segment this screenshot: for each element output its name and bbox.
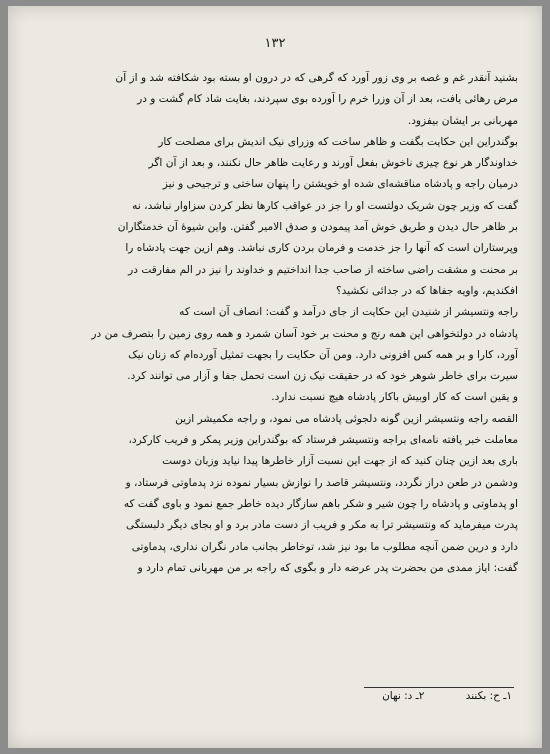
footnote-divider [364,687,514,688]
text-line: مرض رهائی یافت، بعد از آن وزرا خرم را آورده بوی سپردند، بغایت شاد کام گشت و در [137,93,518,106]
text-line: دارد و درین ضمن آنچه مطلوب ما بود نیز شد، توخاطر بجانب مادر نگران نداری، پدماوتی [131,540,518,553]
text-line: خداوندگار هر نوع چیزی ناخوش بفعل آورند و رعایت ظاهر حال نکنند، و بعد از آن اگر [148,157,518,170]
paragraph [34,132,518,302]
text-line: او پدماوتی و پادشاه را چون شیر و شکر باهم سازگار دیده خاطر جمع نمود و باوی گفت که [123,497,518,510]
text-line: پادشاه در دولتخواهی این همه رنج و محنت بر خود آسان شمرد و همه روی زمین را بتصرف من در [91,327,518,340]
text-line: بوگندراین این حکایت بگفت و ظاهر ساخت که وزرای نیک اندیش برای مصلحت کار [158,135,518,148]
text-line: گفت: ایاز ممدی من بحضرت پدر عرضه دار و بگوی که راجه بر من مهربانی تمام دارد و [137,561,518,574]
text-line: آورد، کارا و بر همه کس افزونی دارد. ومن آن حکایت را بجهت تمثیل آورده‌ام که زنان نیک [128,348,518,361]
text-line: مهربانی بر ایشان بیفزود. [407,114,518,127]
text-line: القصه راجه ونتسیشر ازین گونه دلجوئی پادشاه می نمود، و راجه مکمیشر ازین [175,412,518,425]
text-line: بر ظاهر حال دیدن و طریق خوش آمد پیمودن و صدق الامیر گفتن. واین شیوۀ آن خدمتگاران [117,221,518,234]
footnotes [344,690,512,702]
text-line: سیرت برای خاطر شوهر خود که در حقیقت نیک زن است تحمل جفا و آزار می توانند کرد. [127,370,518,383]
text-line: پدرت میفرماید که ونتسیشر ترا به مکر و فریب از دست مادر برد و او بجای دیگر دلبستگی [126,519,518,532]
text-line: ودشمن در طعن دراز نگردد، ونتسیشر قاصد را نوازش بسیار نموده نزد پدماوتی فرستاد، و [125,476,518,489]
body-text [34,68,518,579]
text-line: بشنید آنقدر غم و غصه بر وی زور آورد که گرهی که در درون او بسته بود شکافته شد و از آن [115,72,518,84]
footnote-2: ۲ـ د: نهان [382,690,425,702]
page-number: ۱۳۲ [264,36,286,51]
text-line: و یقین است که کار اوبیش باکار پادشاه هیچ نسبت ندارد. [271,391,518,404]
text-line: گفت که وزیر چون شریک دولتست او را جز در عواقب کارها نظر کردن سزاوار نباشد، نه [132,199,518,212]
text-line: باری بعد ازین چنان کنید که از جهت این نسبت آزار خاطرها پیدا نیاید وزبان دوست [162,455,518,468]
paragraph [34,68,518,132]
paragraph [34,302,518,408]
document-page [8,6,542,748]
text-line: راجه ونتسیشر از شنیدن این حکایت از جای درآمد و گفت: انصاف آن است که [179,306,518,319]
text-line: معاملت خبر یافته نامه‌ای براجه ونتسیشر فرستاد که بوگندراین وزیر پمکر و فریب کارکرد، [128,434,518,447]
text-line: بر محنت و مشقت راضی ساخته از صاحب جدا انداختیم و خداوند را نیز در الم مفارقت در [128,263,518,276]
text-line: درمیان راجه و پادشاه مناقشه‌ای شده او خویشتن را پنهان ساختی و ترجیحی و نیز [162,178,518,191]
footnote-1: ۱ـ ح: بکنند [465,690,512,702]
text-line: افکندیم، واویه جفاها که در جدائی نکشید؟ [335,284,518,297]
paragraphs [34,68,518,579]
text-line: وپرستاران است که آنها را جز خدمت و فرمان بردن کاری نباشد. وهم ازین جهت پادشاه را [125,242,518,255]
paragraph [34,409,518,579]
